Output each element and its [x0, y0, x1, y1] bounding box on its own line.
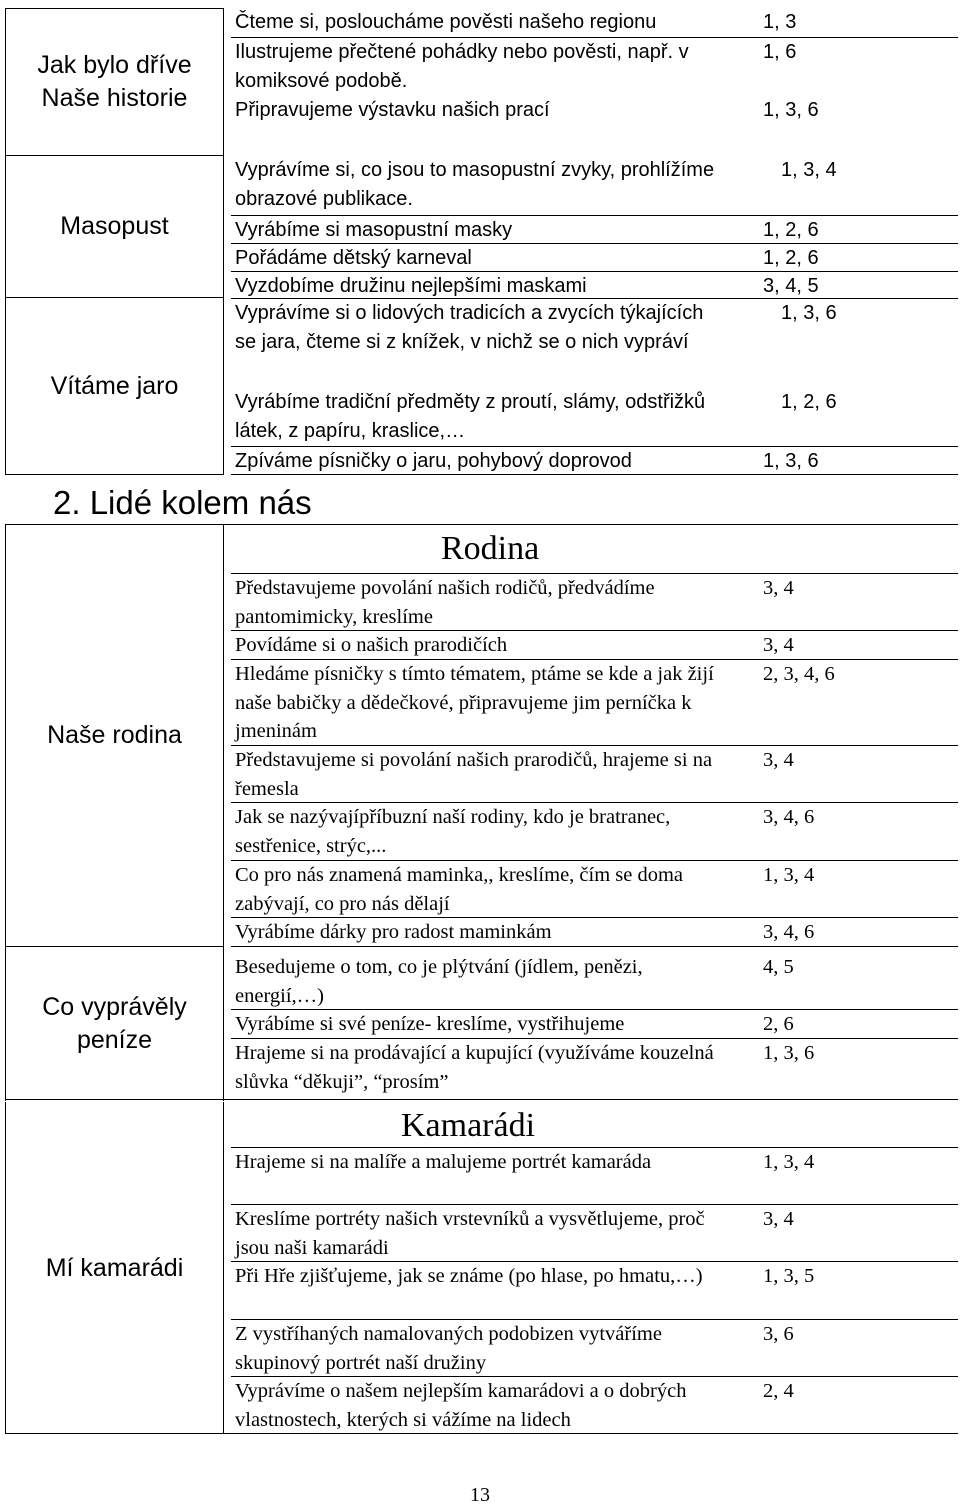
activity-text: Ilustrujeme přečtené pohádky nebo pověsti, např. v komiksové podobě. [235, 41, 689, 92]
activity-code: 1, 3, 5 [763, 1265, 815, 1287]
table-row [231, 1320, 958, 1377]
table-row [231, 573, 958, 631]
theme-mi-kamaradi [5, 1102, 224, 1434]
table-row [231, 1010, 958, 1039]
page-number: 13 [470, 1484, 490, 1506]
activity-text: Představujeme si povolání našich prarodičů, hrajeme si na řemesla [235, 749, 713, 800]
activity-text: Vyprávíme si, co jsou to masopustní zvyky, prohlížíme obrazové publikace. [235, 159, 715, 210]
activity-code: 1, 3, 6 [763, 450, 819, 472]
activity-text: Hrajeme si na malíře a malujeme portrét kamaráda [235, 1151, 652, 1173]
table-row [231, 918, 958, 947]
theme-jak-bylo-drive [5, 8, 224, 156]
section-1-table [5, 8, 958, 475]
table-row [231, 96, 958, 156]
activity-code: 1, 3, 6 [763, 1042, 815, 1064]
activity-code: 2, 4 [763, 1380, 794, 1402]
activity-text: Vyprávíme si o lidových tradicích a zvycích týkajících se jara, čteme si z knížek, v nichž se o nich vypráví [235, 302, 704, 353]
activity-code: 1, 6 [763, 41, 797, 63]
theme-co-vypravely-penize [5, 947, 224, 1101]
table-row [231, 803, 958, 861]
theme-label: Mí kamarádi [45, 1253, 184, 1282]
activity-text: Připravujeme výstavku našich prací [235, 99, 550, 121]
activity-text: Čteme si, posloucháme pověsti našeho regionu [235, 11, 657, 33]
theme-label: Masopust [60, 212, 169, 240]
activity-text: Jak se nazývajípříbuzní naší rodiny, kdo je bratranec, sestřenice, strýc,... [235, 806, 671, 857]
activity-text: Povídáme si o našich prarodičích [235, 634, 508, 656]
table-row [231, 1205, 958, 1262]
theme-label: Co vyprávěly peníze [42, 993, 187, 1054]
activity-code: 1, 3, 4 [763, 864, 815, 886]
table-row [231, 216, 958, 244]
activity-code: 1, 3, 4 [781, 159, 837, 181]
table-row [231, 1377, 958, 1434]
table-row [231, 272, 958, 298]
table-row [231, 660, 958, 746]
table-row [231, 388, 958, 447]
rodina-table [5, 524, 958, 1100]
activity-code: 1, 3, 6 [763, 99, 819, 121]
activity-code: 3, 4 [763, 634, 794, 656]
activity-text: Kreslíme portréty našich vrstevníků a vysvětlujeme, proč jsou naši kamarádi [235, 1208, 705, 1259]
table-row [231, 1039, 958, 1101]
activity-text: Pořádáme dětský karneval [235, 247, 472, 269]
activity-code: 1, 3, 4 [763, 1151, 815, 1173]
theme-label: Jak bylo dříve Naše historie [37, 51, 192, 112]
activity-code: 3, 4 [763, 749, 794, 771]
rodina-heading: Rodina [441, 530, 540, 567]
activity-text: Vyrábíme dárky pro radost maminkám [235, 921, 552, 943]
table-row [231, 38, 958, 100]
activity-text: Z vystříhaných namalovaných podobizen vytváříme skupinový portrét naší družiny [235, 1323, 662, 1374]
table-row [231, 447, 958, 475]
table-row [231, 298, 958, 388]
activity-code: 1, 2, 6 [763, 247, 819, 269]
activity-code: 2, 6 [763, 1013, 794, 1035]
activity-text: Vyrábíme si své peníze- kreslíme, vystřihujeme [235, 1013, 625, 1035]
kamaradi-heading: Kamarádi [401, 1107, 536, 1144]
theme-masopust [5, 156, 224, 298]
activity-code: 3, 4 [763, 577, 794, 599]
theme-nase-rodina [5, 525, 224, 947]
theme-vitame-jaro [5, 298, 224, 475]
activity-text: Hrajeme si na prodávající a kupující (využíváme kouzelná slůvka “děkuji”, “prosím” [235, 1042, 714, 1093]
activity-code: 1, 2, 6 [763, 219, 819, 241]
activity-code: 3, 4, 5 [763, 275, 819, 297]
activity-text: Hledáme písničky s tímto tématem, ptáme se kde a jak žijí naše babičky a dědečkové, připravujeme jim perníčka k jmeninám [235, 663, 714, 742]
table-row [231, 8, 958, 38]
activity-code: 3, 4 [763, 1208, 794, 1230]
activity-code: 3, 4, 6 [763, 921, 815, 943]
table-row [231, 631, 958, 660]
activity-text: Besedujeme o tom, co je plýtvání (jídlem, penězi, energií,…) [235, 956, 643, 1007]
table-row [231, 861, 958, 918]
activity-text: Zpíváme písničky o jaru, pohybový doprovod [235, 450, 632, 472]
section-2-title: 2. Lidé kolem nás [53, 484, 312, 521]
activity-text: Vyprávíme o našem nejlepším kamarádovi a o dobrých vlastnostech, kterých si vážíme na lidech [235, 1380, 687, 1431]
table-row [231, 1147, 958, 1205]
activity-text: Vyzdobíme družinu nejlepšími maskami [235, 275, 587, 297]
activity-text: Co pro nás znamená maminka,, kreslíme, čím se doma zabývají, co pro nás dělají [235, 864, 684, 915]
activity-code: 3, 4, 6 [763, 806, 815, 828]
activity-text: Při Hře zjišťujeme, jak se známe (po hlase, po hmatu,…) [235, 1265, 703, 1287]
activity-text: Představujeme povolání našich rodičů, předvádíme pantomimicky, kreslíme [235, 577, 655, 628]
kamaradi-table [5, 1102, 958, 1434]
activity-code: 1, 2, 6 [781, 391, 837, 413]
table-row [231, 953, 958, 1010]
activity-code: 1, 3 [763, 11, 797, 33]
activity-text: Vyrábíme si masopustní masky [235, 219, 513, 241]
table-row [231, 156, 958, 216]
table-row [231, 1262, 958, 1320]
theme-label: Vítáme jaro [50, 371, 179, 400]
activity-text: Vyrábíme tradiční předměty z proutí, slámy, odstřižků látek, z papíru, kraslice,… [235, 391, 706, 442]
activity-code: 2, 3, 4, 6 [763, 663, 835, 685]
table-row [231, 244, 958, 272]
activity-code: 4, 5 [763, 956, 794, 978]
activity-code: 1, 3, 6 [781, 302, 837, 324]
theme-label: Naše rodina [47, 721, 182, 749]
table-row [231, 746, 958, 803]
activity-code: 3, 6 [763, 1323, 794, 1345]
